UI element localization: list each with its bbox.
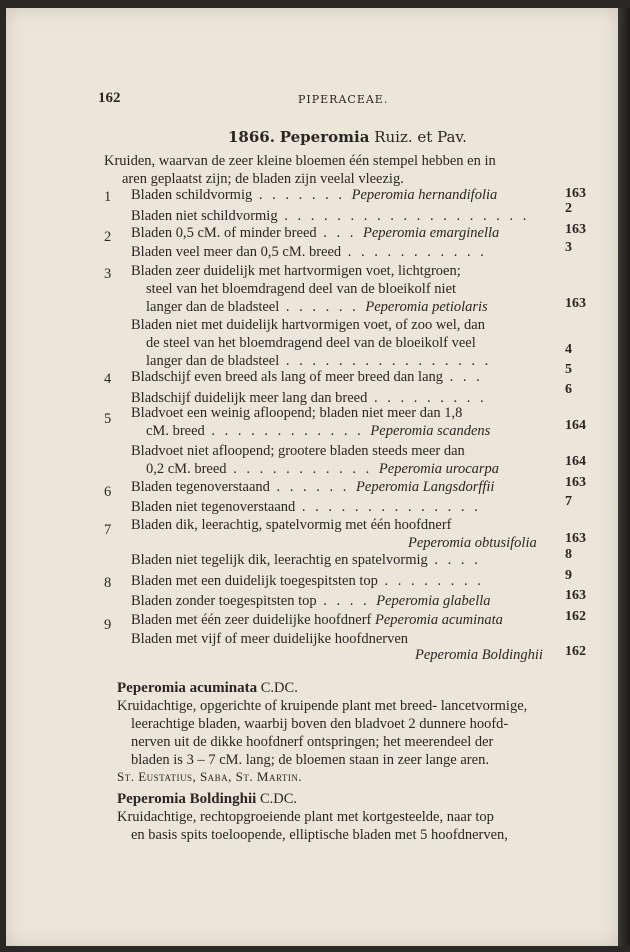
- key-lead: Bladen zonder toegespitsten top . . . . Peperomia glabella: [131, 593, 491, 609]
- key-number: 3: [104, 266, 112, 282]
- key-page-ref: 162: [565, 644, 586, 659]
- key-page-ref: 9: [565, 568, 572, 583]
- species-description-line: bladen is 3 – 7 cM. lang; de bloemen staan in zeer lange aren.: [131, 752, 489, 768]
- key-lead: Bladen met vijf of meer duidelijke hoofdnerven: [131, 631, 409, 647]
- species-description-line: leerachtige bladen, waarbij boven den bladvoet 2 dunnere hoofd-: [131, 716, 509, 732]
- key-species: Peperomia glabella: [376, 593, 491, 609]
- key-lead: Bladen met één zeer duidelijke hoofdnerf Peperomia acuminata: [131, 612, 503, 628]
- key-page-ref: 163: [565, 296, 586, 311]
- key-lead: Bladen niet tegelijk dik, leerachtig en spatelvormig . . . .: [131, 552, 481, 568]
- key-lead: Bladen niet met duidelijk hartvormigen voet, of zoo wel, dan: [131, 317, 485, 333]
- key-species: Peperomia hernandifolia: [351, 187, 498, 203]
- species-heading: Peperomia Boldinghii C.DC.: [117, 791, 298, 807]
- key-page-ref: 164: [565, 418, 586, 433]
- key-lead: Bladen veel meer dan 0,5 cM. breed . . . . . . . . . . .: [131, 244, 487, 260]
- genus-number: 1866.: [228, 128, 275, 146]
- key-species: Peperomia emarginella: [363, 225, 500, 241]
- key-lead: Bladen dik, leerachtig, spatelvormig met één hoofdnerf: [131, 517, 452, 533]
- running-title: PIPERACEAE.: [298, 93, 389, 106]
- key-lead: Bladen zeer duidelijk met hartvormigen voet, lichtgroen;: [131, 263, 461, 279]
- key-page-ref: 6: [565, 382, 572, 397]
- key-lead: langer dan de bladsteel . . . . . . Peperomia petiolaris: [146, 299, 488, 315]
- key-page-ref: 3: [565, 240, 572, 255]
- species-description-line: nerven uit de dikke hoofdnerf ontspringen; het meerendeel der: [131, 734, 494, 750]
- key-page-ref: 4: [565, 342, 572, 357]
- key-number: 8: [104, 575, 112, 591]
- key-lead: Bladen niet tegenoverstaand . . . . . . . . . . . . . .: [131, 499, 481, 515]
- key-species: Peperomia Boldinghii: [415, 647, 543, 663]
- key-lead: Bladen schildvormig . . . . . . . Peperomia hernandifolia: [131, 187, 498, 203]
- intro-line: Kruiden, waarvan de zeer kleine bloemen één stempel hebben en in: [104, 153, 496, 169]
- key-species: Peperomia obtusifolia: [408, 535, 537, 551]
- key-lead: Bladen 0,5 cM. of minder breed . . . Peperomia emarginella: [131, 225, 500, 241]
- species-description-line: Kruidachtige, opgerichte of kruipende plant met breed- lancetvormige,: [117, 698, 528, 714]
- key-number: 5: [104, 411, 112, 427]
- key-lead: de steel van het bloemdragend deel van de bloeikolf veel: [146, 335, 476, 351]
- key-lead: Bladschijf duidelijk meer lang dan breed . . . . . . . . .: [131, 390, 487, 406]
- key-page-ref: 163: [565, 475, 586, 490]
- key-page-ref: 163: [565, 588, 586, 603]
- key-page-ref: 2: [565, 201, 572, 216]
- genus-heading: [228, 128, 467, 146]
- key-page-ref: 162: [565, 609, 586, 624]
- key-lead: langer dan de bladsteel . . . . . . . . . . . . . . . .: [146, 353, 492, 369]
- genus-authority: Ruiz. et Pav.: [374, 128, 467, 146]
- key-number: 4: [104, 371, 112, 387]
- key-lead: 0,2 cM. breed . . . . . . . . . . . Peperomia urocarpa: [146, 461, 500, 477]
- key-page-ref: 163: [565, 222, 586, 237]
- key-species: Peperomia scandens: [370, 423, 491, 439]
- key-page-ref: 163: [565, 186, 586, 201]
- page-number: 162: [98, 90, 121, 106]
- key-lead: cM. breed . . . . . . . . . . . . Peperomia scandens: [146, 423, 491, 439]
- key-lead: steel van het bloemdragend deel van de bloeikolf niet: [146, 281, 457, 297]
- key-number: 6: [104, 484, 112, 500]
- key-lead: Bladen met een duidelijk toegespitsten top . . . . . . . .: [131, 573, 484, 589]
- key-species: Peperomia petiolaris: [365, 299, 488, 315]
- species-locality: St. Eustatius, Saba, St. Martin.: [117, 769, 303, 784]
- species-heading: Peperomia acuminata C.DC.: [117, 680, 298, 696]
- key-number: 2: [104, 229, 112, 245]
- key-page-ref: 163: [565, 531, 586, 546]
- genus-name: Peperomia: [279, 128, 370, 146]
- key-number: 7: [104, 522, 112, 538]
- key-page-ref: 164: [565, 454, 586, 469]
- key-lead: Bladschijf even breed als lang of meer breed dan lang . . .: [131, 369, 483, 385]
- key-lead: Bladvoet niet afloopend; grootere bladen steeds meer dan: [131, 443, 465, 459]
- key-number: 1: [104, 189, 112, 205]
- key-lead: Bladen niet schildvormig . . . . . . . . . . . . . . . . . . .: [131, 208, 530, 224]
- key-lead: Bladvoet een weinig afloopend; bladen niet meer dan 1,8: [131, 405, 463, 421]
- book-edge: [618, 8, 630, 946]
- key-species: Peperomia acuminata: [374, 612, 503, 628]
- species-description-line: en basis spits toeloopende, elliptische bladen met 5 hoofdnerven,: [131, 827, 508, 843]
- species-description-line: Kruidachtige, rechtopgroeiende plant met kortgesteelde, naar top: [117, 809, 494, 825]
- key-species: Peperomia urocarpa: [378, 461, 500, 477]
- key-page-ref: 8: [565, 547, 572, 562]
- key-lead: Bladen tegenoverstaand . . . . . . Peperomia Langsdorffii: [131, 479, 495, 495]
- key-page-ref: 5: [565, 362, 572, 377]
- intro-line: aren geplaatst zijn; de bladen zijn veelal vleezig.: [122, 171, 404, 187]
- key-species: Peperomia Langsdorffii: [356, 479, 495, 495]
- key-page-ref: 7: [565, 494, 572, 509]
- key-number: 9: [104, 617, 112, 633]
